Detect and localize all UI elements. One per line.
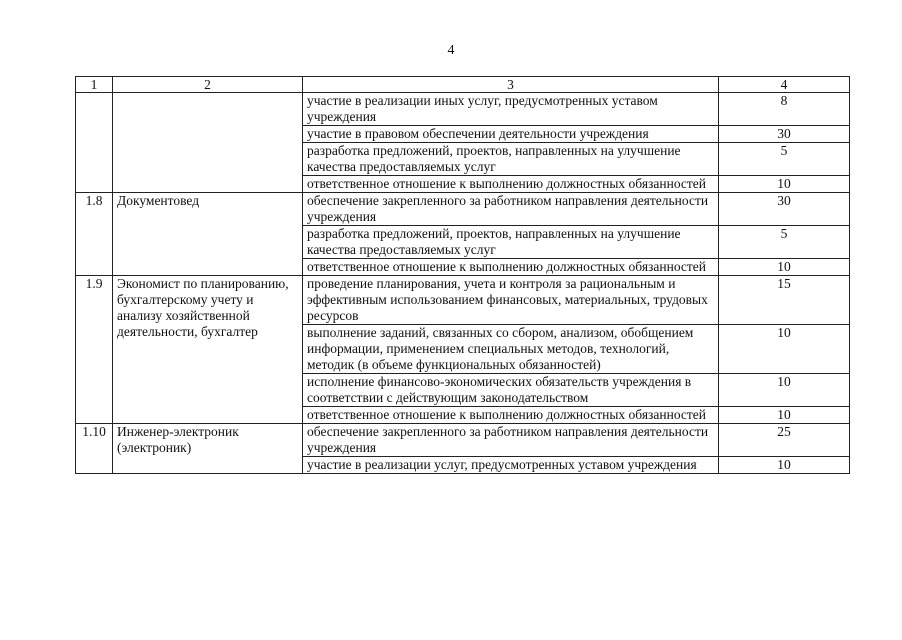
table-body bbox=[76, 93, 850, 474]
criterion-value: 10 bbox=[719, 325, 850, 374]
header-col-4: 4 bbox=[719, 77, 850, 93]
header-col-3: 3 bbox=[303, 77, 719, 93]
criterion-text: разработка предложений, проектов, направленных на улучшение качества предоставляемых услуг bbox=[303, 143, 719, 176]
criterion-value: 15 bbox=[719, 276, 850, 325]
criteria-table bbox=[75, 76, 850, 474]
criterion-value: 30 bbox=[719, 193, 850, 226]
criterion-value: 10 bbox=[719, 407, 850, 424]
position-name: Инженер-электроник (электроник) bbox=[113, 424, 303, 474]
criterion-text: исполнение финансово-экономических обязательств учреждения в соответствии с действующим законодательством bbox=[303, 374, 719, 407]
criterion-text: разработка предложений, проектов, направленных на улучшение качества предоставляемых услуг bbox=[303, 226, 719, 259]
criterion-value: 5 bbox=[719, 226, 850, 259]
position-name: Экономист по планированию, бухгалтерскому учету и анализу хозяйственной деятельности, бухгалтер bbox=[113, 276, 303, 424]
item-number: 1.8 bbox=[76, 193, 113, 276]
table-row bbox=[76, 93, 850, 126]
criterion-text: проведение планирования, учета и контроля за рациональным и эффективным использованием финансовых, материальных, трудовых ресурсов bbox=[303, 276, 719, 325]
criterion-value: 10 bbox=[719, 374, 850, 407]
position-name: Документовед bbox=[113, 193, 303, 276]
criterion-text: выполнение заданий, связанных со сбором, анализом, обобщением информации, применением специальных методов, технологий, методик (в объеме функциональных обязанностей) bbox=[303, 325, 719, 374]
criterion-text: обеспечение закрепленного за работником направления деятельности учреждения bbox=[303, 424, 719, 457]
criterion-value: 25 bbox=[719, 424, 850, 457]
criterion-text: участие в реализации иных услуг, предусмотренных уставом учреждения bbox=[303, 93, 719, 126]
criterion-text: обеспечение закрепленного за работником направления деятельности учреждения bbox=[303, 193, 719, 226]
criterion-text: ответственное отношение к выполнению должностных обязанностей bbox=[303, 259, 719, 276]
table-row bbox=[76, 276, 850, 325]
header-col-1: 1 bbox=[76, 77, 113, 93]
page-number: 4 bbox=[447, 43, 455, 58]
criterion-value: 10 bbox=[719, 457, 850, 474]
table-row bbox=[76, 424, 850, 457]
criterion-value: 5 bbox=[719, 143, 850, 176]
criterion-value: 10 bbox=[719, 259, 850, 276]
item-number: 1.10 bbox=[76, 424, 113, 474]
criterion-text: ответственное отношение к выполнению должностных обязанностей bbox=[303, 407, 719, 424]
item-number bbox=[76, 93, 113, 193]
criterion-text: участие в правовом обеспечении деятельности учреждения bbox=[303, 126, 719, 143]
criterion-text: ответственное отношение к выполнению должностных обязанностей bbox=[303, 176, 719, 193]
header-col-2: 2 bbox=[113, 77, 303, 93]
criterion-value: 10 bbox=[719, 176, 850, 193]
position-name bbox=[113, 93, 303, 193]
header-row bbox=[76, 77, 850, 93]
criterion-text: участие в реализации услуг, предусмотренных уставом учреждения bbox=[303, 457, 719, 474]
criterion-value: 30 bbox=[719, 126, 850, 143]
criterion-value: 8 bbox=[719, 93, 850, 126]
item-number: 1.9 bbox=[76, 276, 113, 424]
table-row bbox=[76, 193, 850, 226]
